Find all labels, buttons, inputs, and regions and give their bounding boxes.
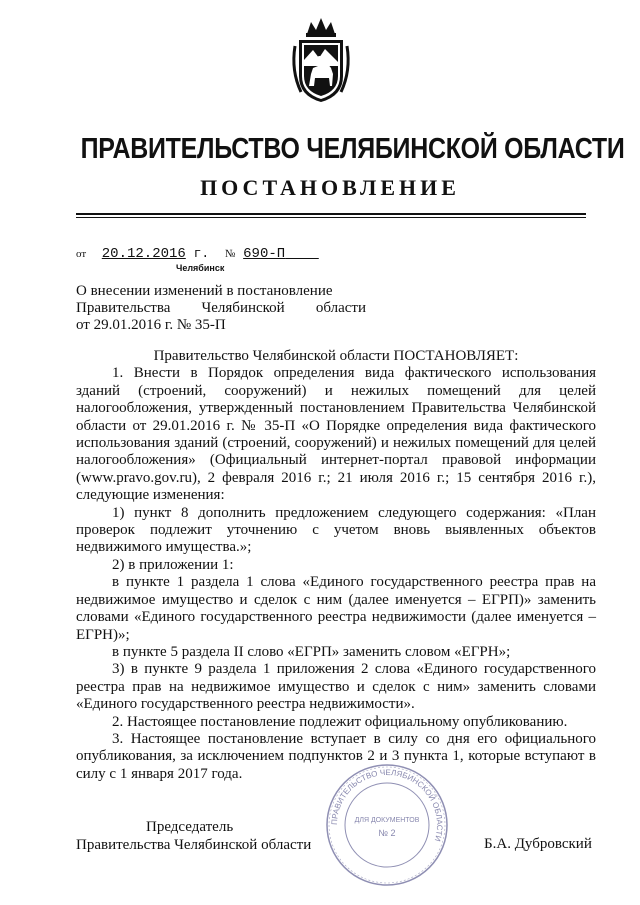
official-stamp-icon [322, 760, 452, 890]
registration-line [76, 246, 319, 262]
subject-line-1: О внесении изменений в постановление [76, 283, 333, 299]
signatory-name: Б.А. Дубровский [484, 836, 592, 852]
paragraph-1-3: 3) в пункте 9 раздела 1 приложения 2 слова «Единого государственного реестра прав на недвижимое имущество и сделок с ним» заменить словами «Единого государственного реестра недвижимости». [76, 661, 596, 713]
preamble: Правительство Челябинской области ПОСТАНОВЛЯЕТ: [153, 348, 519, 364]
paragraph-3: 3. Настоящее постановление вступает в силу со дня его официального опубликования, за исключением подпунктов 2 и 3 пункта 1, которые вступают в силу с 1 января 2017 года. [76, 730, 596, 782]
paragraph-1-1: 1) пункт 8 дополнить предложением следующего содержания: «План проверок подлежит уточнению с учетом вновь выявленных объектов недвижимого имущества.»; [76, 504, 596, 556]
subject-line-2: Правительства Челябинской области [76, 300, 366, 316]
paragraph-2: 2. Настоящее постановление подлежит официальному опубликованию. [112, 713, 568, 730]
document-date: 20.12.2016 [101, 246, 186, 262]
subject-line-3: от 29.01.2016 г. № 35-П [76, 317, 226, 333]
from-label: от [76, 248, 87, 260]
document-subject [76, 283, 366, 334]
paragraph-1-2: 2) в приложении 1: [112, 556, 234, 573]
signatory-position: Председатель Правительства Челябинской области [76, 819, 312, 853]
number-label: № [224, 248, 236, 260]
city-label: Челябинск [176, 263, 225, 273]
document-number: 690-П [243, 246, 286, 262]
year-suffix: г. [193, 246, 210, 261]
coat-of-arms-icon [287, 16, 355, 104]
document-body [76, 348, 596, 783]
header-rule-thick [76, 213, 586, 215]
paragraph-1-2a: в пункте 1 раздела 1 слова «Единого государственного реестра прав на недвижимое имущество и сделок с ним (далее именуется – ЕГРП)» заменить словами «Единого государственного реестра недвижимости (далее именуется – ЕГРН)»; [76, 574, 596, 643]
stamp-number: № 2 [378, 828, 396, 838]
paragraph-1: 1. Внести в Порядок определения вида фактического использования зданий (строений, сооружений) и нежилых помещений для целей налогообложения, утвержденный постановлением Правительства Челябинской области от 29.01.2016 г. № 35-П «О Порядке определения вида фактического использования зданий (строений, сооружений) и нежилых помещений для целей налогообложения» (Официальный интернет-портал правовой информации (www.pravo.gov.ru), 2 февраля 2016 г.; 21 июля 2016 г.; 15 сентября 2016 г.), следующие изменения: [76, 365, 596, 504]
organization-title: ПРАВИТЕЛЬСТВО ЧЕЛЯБИНСКОЙ ОБЛАСТИ [80, 133, 625, 165]
stamp-inner-text: ДЛЯ ДОКУМЕНТОВ [354, 817, 420, 824]
header-rule-thin [76, 217, 586, 218]
paragraph-1-2b: в пункте 5 раздела II слово «ЕГРП» заменить словом «ЕГРН»; [112, 643, 511, 660]
document-kind-title: ПОСТАНОВЛЕНИЕ [200, 175, 460, 200]
stamp-outer-text: ПРАВИТЕЛЬСТВО ЧЕЛЯБИНСКОЙ ОБЛАСТИ [329, 767, 445, 843]
